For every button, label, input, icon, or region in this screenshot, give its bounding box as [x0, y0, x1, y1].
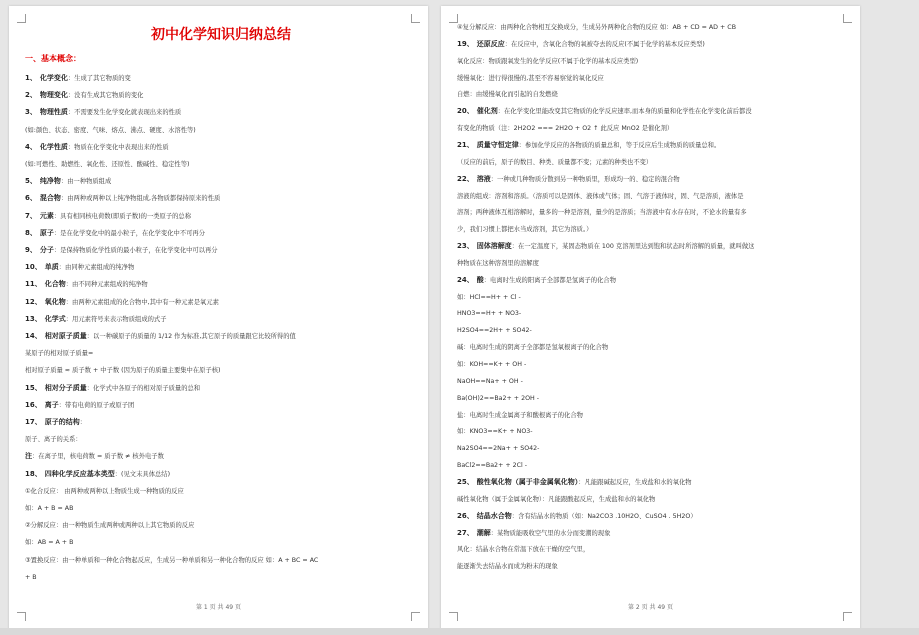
text-line	[457, 360, 526, 369]
text-line	[25, 504, 73, 513]
text-line	[25, 229, 205, 238]
definition: ：由两种或两种以上纯净物组成,各物质都保持原来的性质	[60, 195, 221, 203]
term: 酸	[476, 275, 484, 284]
text-line	[25, 435, 82, 444]
definition: ：由一种物质组成	[60, 178, 112, 186]
text-line	[25, 177, 111, 186]
definition: HNO3==H+ + NO3-	[457, 310, 522, 318]
definition: ：是在化学变化中的最小粒子，在化学变化中不可再分	[53, 229, 205, 237]
text-line	[25, 194, 220, 203]
definition: 碱性氧化物（属于金属氧化物）：凡能跟酸起反应，生成盐和水的氧化物	[457, 495, 656, 503]
definition: ：凡能跟碱起反应，生成盐和水的氧化物	[578, 478, 692, 486]
term: 离子	[44, 400, 59, 409]
definition: NaOH==Na+ + OH -	[457, 377, 523, 385]
definition: H2SO4==2H+ + SO42-	[457, 327, 532, 335]
text-line	[25, 556, 318, 565]
definition: ：化学式中各原子的相对原子质量的总和	[86, 384, 201, 392]
definition: ：由两种元素组成的化合物中,其中有一种元素是氧元素	[65, 298, 219, 306]
text-line	[25, 487, 184, 496]
item-number: 26、	[457, 511, 474, 520]
item-number: 7、	[25, 211, 37, 220]
item-number: 19、	[457, 39, 474, 48]
term: 混合物	[39, 194, 61, 203]
term: 质量守恒定律	[476, 140, 519, 149]
text-line	[25, 246, 218, 255]
text-line	[457, 343, 608, 352]
definition: (如:可燃性、助燃性、氧化性、还原性、酸碱性、稳定性等)	[25, 161, 190, 168]
term: 催化剂	[476, 107, 498, 116]
text-line	[25, 538, 73, 547]
crop-mark	[449, 612, 458, 621]
text-line	[457, 276, 616, 285]
definition: 原子、离子的关系：	[25, 436, 82, 444]
definition: ：	[79, 419, 87, 426]
document-page-2	[441, 6, 860, 635]
definition: 如：A + B = AB	[25, 505, 74, 512]
definition: 某原子的相对原子质量=	[25, 350, 94, 358]
term: 注	[25, 452, 32, 461]
definition: （反应的前后，原子的数目、种类、质量都不变；元素的种类也不变）	[457, 158, 653, 166]
item-number: 6、	[25, 194, 37, 203]
item-number: 10、	[25, 263, 42, 272]
term: 潮解	[476, 528, 491, 537]
definition: ：含有结晶水的物质（如：Na2CO3 .10H2O、CuSO4 . 5H2O）	[511, 512, 697, 520]
item-number: 27、	[457, 528, 474, 537]
text-line	[457, 394, 539, 403]
definition: 风化：结晶水合物在常温下放在干燥的空气里，	[457, 546, 590, 554]
page-footer: 第 2 页 共 49 页	[628, 604, 673, 611]
item-number: 22、	[457, 174, 474, 183]
text-line	[457, 23, 736, 32]
definition: ：是保持物质化学性质的最小粒子，在化学变化中可以再分	[53, 247, 218, 254]
crop-mark	[449, 14, 458, 23]
definition: ：物质在化学变化中表现出来的性质	[67, 143, 169, 151]
text-line	[25, 143, 169, 152]
definition: 溶剂；两种液体互相溶解时，量多的一种是溶剂，量少的是溶质；当溶液中有水存在时，不论水的量有多	[457, 209, 747, 217]
text-line	[25, 349, 93, 358]
item-number: 11、	[25, 280, 42, 289]
text-line	[457, 461, 527, 470]
term: 固体溶解度	[476, 242, 512, 251]
definition: ：在反应中，含氧化合物的氧被夺去的反应(不属于化学的基本反应类型)	[504, 40, 705, 48]
item-number: 8、	[25, 228, 37, 237]
text-line	[457, 545, 589, 554]
text-line	[25, 91, 143, 100]
text-line	[457, 208, 747, 217]
term: 化合物	[44, 280, 66, 289]
definition: ：带有电荷的原子或原子团	[58, 401, 135, 409]
definition: ：用元素符号来表示物质组成的式子	[65, 315, 167, 323]
text-line	[457, 326, 532, 335]
item-number: 25、	[457, 477, 474, 486]
term: 还原反应	[476, 39, 505, 48]
item-number: 9、	[25, 246, 37, 254]
term: 原子的结构	[44, 418, 80, 426]
definition: + B	[25, 573, 37, 581]
crop-mark	[17, 612, 26, 621]
text-line	[25, 108, 181, 117]
text-line	[457, 141, 720, 150]
text-line	[457, 90, 558, 99]
crop-mark	[843, 612, 852, 621]
text-line	[25, 384, 200, 393]
text-line	[457, 225, 592, 234]
definition: 有变化的物质（注：2H2O2 === 2H2O + O2 ↑ 此反应 MnO2 是催化剂）	[457, 125, 674, 133]
definition: ：不需要发生化学变化就表现出来的性质	[67, 109, 182, 117]
term: 纯净物	[39, 177, 61, 186]
text-line	[25, 452, 164, 461]
text-line	[457, 478, 692, 487]
term: 化学性质	[39, 142, 68, 151]
text-line	[457, 377, 523, 386]
text-line	[457, 259, 539, 268]
text-line	[457, 444, 539, 453]
term: 原子	[39, 228, 54, 237]
definition: ①化合反应： 由两种或两种以上物质生成一种物质的反应	[25, 487, 184, 495]
item-number: 15、	[25, 383, 42, 392]
definition: ：在离子里，核电荷数 = 质子数 ≠ 核外电子数	[32, 453, 164, 461]
term: 化学变化	[39, 74, 68, 82]
text-line	[25, 315, 167, 324]
item-number: 21、	[457, 140, 474, 149]
text-line	[25, 160, 189, 169]
definition: ：由同种元素组成的纯净物	[58, 264, 135, 272]
text-line	[457, 158, 652, 167]
item-number: 12、	[25, 297, 42, 306]
text-line	[457, 40, 705, 49]
definition: ：在一定温度下，某固态物质在 100 克溶剂里达到饱和状态时所溶解的质量，就叫做这	[511, 243, 755, 251]
item-number: 24、	[457, 275, 474, 284]
text-line	[457, 495, 655, 504]
definition: (如:颜色、状态、密度、气味、熔点、沸点、硬度、水溶性等)	[25, 126, 196, 134]
definition: ：没有生成其它物质的变化	[67, 92, 144, 100]
definition: 盐：电离时生成金属离子和酸根离子的化合物	[457, 411, 583, 419]
document-page-1	[9, 6, 428, 635]
term: 物理变化	[39, 91, 68, 100]
definition: ④复分解反应：由两种化合物相互交换成分，生成另外两种化合物的反应 如：AB + CD = AD + CB	[457, 24, 737, 31]
text-line	[457, 74, 604, 83]
term: 相对原子质量	[44, 332, 87, 340]
text-line	[25, 332, 296, 341]
document-title: 初中化学知识归纳总结	[151, 27, 291, 43]
definition: 相对原子质量 ≈ 质子数 + 中子数 (因为原子的质量主要集中在原子核)	[25, 367, 221, 375]
text-line	[25, 521, 194, 530]
item-number: 16、	[25, 400, 42, 409]
definition: 能逐渐失去结晶水而成为粉末的现象	[457, 563, 558, 571]
item-number: 17、	[25, 418, 42, 426]
item-number: 13、	[25, 314, 42, 323]
text-line	[25, 280, 148, 289]
text-line	[25, 212, 191, 221]
term: 元素	[39, 211, 54, 220]
term: 结晶水合物	[476, 511, 512, 520]
crop-mark	[17, 14, 26, 23]
item-number: 20、	[457, 107, 474, 116]
definition: 溶液的组成：溶剂和溶质。（溶质可以是固体、液体或气体；固、气溶于液体时，固、气是溶质，液体是	[457, 192, 744, 200]
definition: ：某物质能吸收空气里的水分而变潮的现象	[490, 529, 611, 537]
term: 分子	[39, 246, 54, 254]
definition: ②分解反应：由一种物质生成两种或两种以上其它物质的反应	[25, 522, 195, 530]
definition: 氧化反应：物质跟氧发生的化学反应(不属于化学的基本反应类型)	[457, 57, 639, 65]
definition: 如：HCl==H+ + Cl -	[457, 293, 521, 301]
term: 溶液	[476, 174, 491, 183]
crop-mark	[843, 14, 852, 23]
definition: ：生成了其它物质的变	[67, 75, 131, 82]
text-line	[457, 242, 754, 251]
text-line	[25, 470, 170, 479]
text-line	[457, 293, 521, 302]
definition: ：在化学变化里能改变其它物质的化学反应速率,而本身的质量和化学性在化学变化前后都没	[497, 108, 752, 116]
definition: ：一种或几种物质分散到另一种物质里，形成均一的、稳定的混合物	[490, 175, 680, 183]
item-number: 14、	[25, 332, 42, 340]
definition: 缓慢氧化：进行得很慢的,甚至不容易察觉的氧化反应	[457, 74, 604, 82]
item-number: 3、	[25, 108, 37, 117]
text-line	[25, 263, 134, 272]
term: 四种化学反应基本类型	[44, 469, 115, 478]
definition: 如：KOH==K+ + OH -	[457, 361, 527, 368]
item-number: 2、	[25, 91, 37, 100]
text-line	[457, 192, 744, 201]
text-line	[457, 512, 697, 521]
text-line	[457, 562, 558, 571]
text-line	[25, 366, 221, 375]
definition: 种物质在这种溶剂里的溶解度	[457, 259, 539, 267]
definition: ：具有相同核电荷数(即质子数)的一类原子的总称	[53, 212, 192, 220]
item-number: 18、	[25, 469, 42, 478]
definition: Na2SO4==2Na+ + SO42-	[457, 445, 540, 453]
term: 氧化物	[44, 297, 66, 306]
text-line	[457, 529, 610, 538]
term: 单质	[44, 263, 59, 272]
definition: 如：KNO3==K+ + NO3-	[457, 428, 533, 436]
item-number: 5、	[25, 177, 37, 186]
text-line	[457, 107, 752, 116]
definition: 少，我们习惯上都把水当成溶剂，其它为溶质。）	[457, 226, 593, 234]
text-line	[457, 427, 533, 436]
definition: ：(见文末具体总结)	[114, 470, 171, 478]
item-number: 23、	[457, 242, 474, 251]
text-line	[457, 124, 673, 133]
definition: 碱：电离时生成的阴离子全部都是氢氧根离子的化合物	[457, 344, 609, 352]
item-number: 4、	[25, 142, 37, 151]
definition: 自燃：由缓慢氧化而引起的自发燃烧	[457, 91, 558, 99]
text-line	[25, 401, 134, 410]
term: 化学式	[44, 314, 66, 323]
text-line	[457, 57, 638, 66]
definition: ：以一种碳原子的质量的 1/12 作为标准,其它原子的质量跟它比较所得的值	[86, 333, 296, 340]
text-line	[25, 126, 196, 135]
page-footer: 第 1 页 共 49 页	[196, 604, 241, 611]
text-line	[25, 573, 37, 582]
definition: BaCl2==Ba2+ + 2Cl -	[457, 462, 528, 470]
definition: 如：AB = A + B	[25, 539, 74, 547]
text-line	[457, 411, 583, 420]
text-line	[457, 175, 680, 184]
definition: ③置换反应：由一种单质和一种化合物起反应，生成另一种单质和另一种化合物的反应 如：A + BC = AC	[25, 556, 319, 564]
definition: ：电离时生成的阳离子全部都是氢离子的化合物	[483, 276, 616, 284]
definition: ：参加化学反应的各物质的质量总和，等于反应后生成物质的质量总和。	[518, 141, 721, 149]
crop-mark	[411, 14, 420, 23]
text-line	[25, 74, 131, 83]
text-line	[25, 418, 86, 427]
section-heading: 一、基本概念：	[25, 54, 81, 63]
definition: ：由不同种元素组成的纯净物	[65, 281, 148, 289]
term: 酸性氧化物（属于非金属氧化物）	[476, 477, 579, 486]
term: 物理性质	[39, 108, 68, 117]
next-page-edge	[0, 628, 919, 635]
definition: Ba(OH)2==Ba2+ + 2OH -	[457, 394, 540, 402]
item-number: 1、	[25, 74, 37, 82]
text-line	[457, 309, 521, 318]
term: 相对分子质量	[44, 383, 87, 392]
text-line	[25, 298, 219, 307]
crop-mark	[411, 612, 420, 621]
